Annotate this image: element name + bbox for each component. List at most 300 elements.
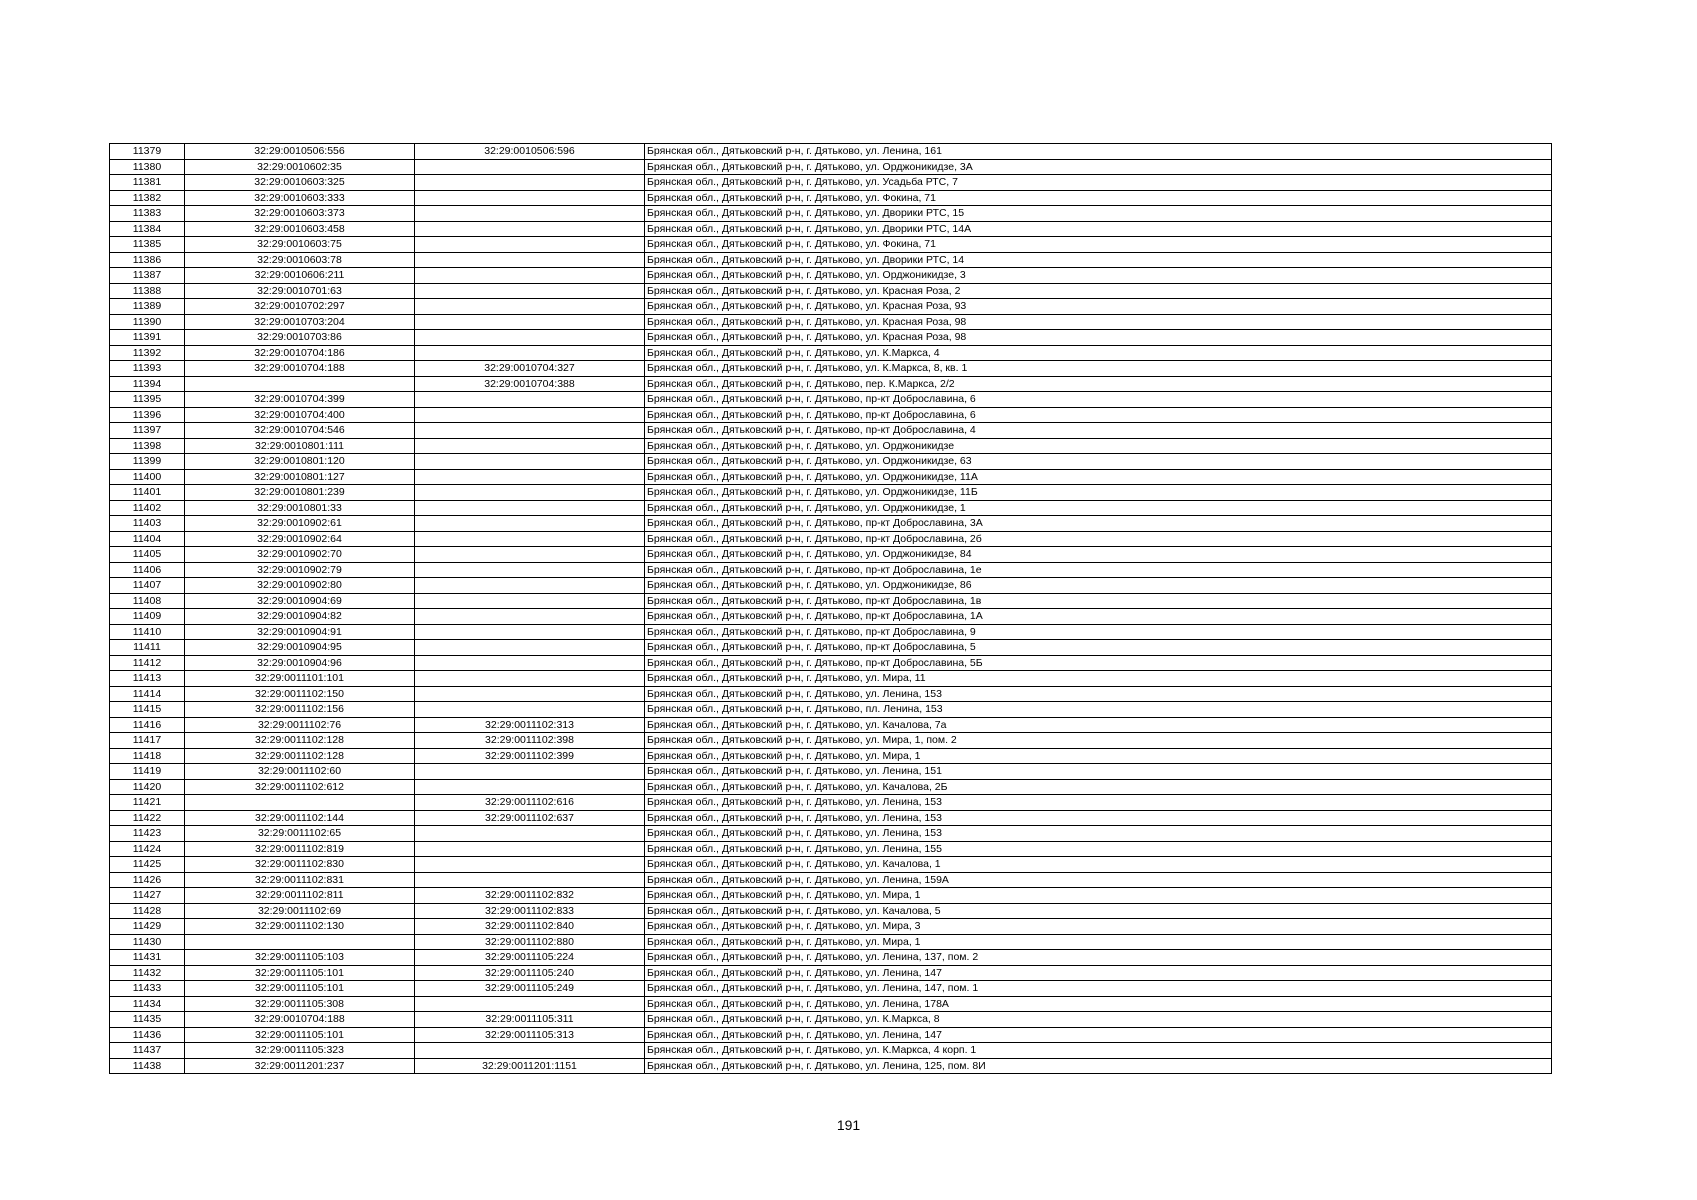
object-cadastral-number-cell <box>415 764 645 780</box>
address-cell: Брянская обл., Дятьковский р-н, г. Дятьково, ул. Мира, 1, пом. 2 <box>645 733 1552 749</box>
object-cadastral-number-cell <box>415 841 645 857</box>
address-cell: Брянская обл., Дятьковский р-н, г. Дятьково, ул. Ленина, 147, пом. 1 <box>645 981 1552 997</box>
table-row <box>110 965 1552 981</box>
row-number-cell: 11434 <box>110 996 185 1012</box>
table-row <box>110 686 1552 702</box>
land-cadastral-number-cell: 32:29:0010703:204 <box>185 314 415 330</box>
row-number-cell: 11432 <box>110 965 185 981</box>
object-cadastral-number-cell: 32:29:0011105:249 <box>415 981 645 997</box>
land-cadastral-number-cell <box>185 376 415 392</box>
address-cell: Брянская обл., Дятьковский р-н, г. Дятьково, пр-кт Доброславина, 6 <box>645 392 1552 408</box>
table-row <box>110 981 1552 997</box>
address-cell: Брянская обл., Дятьковский р-н, г. Дятьково, ул. Ленина, 159А <box>645 872 1552 888</box>
land-cadastral-number-cell: 32:29:0010801:127 <box>185 469 415 485</box>
address-cell: Брянская обл., Дятьковский р-н, г. Дятьково, ул. Мира, 1 <box>645 748 1552 764</box>
table-row <box>110 593 1552 609</box>
land-cadastral-number-cell: 32:29:0010801:33 <box>185 500 415 516</box>
object-cadastral-number-cell <box>415 516 645 532</box>
table-row <box>110 841 1552 857</box>
table-row <box>110 733 1552 749</box>
row-number-cell: 11426 <box>110 872 185 888</box>
row-number-cell: 11408 <box>110 593 185 609</box>
object-cadastral-number-cell <box>415 593 645 609</box>
land-cadastral-number-cell: 32:29:0011102:65 <box>185 826 415 842</box>
row-number-cell: 11431 <box>110 950 185 966</box>
object-cadastral-number-cell <box>415 779 645 795</box>
table-row <box>110 1027 1552 1043</box>
land-cadastral-number-cell: 32:29:0011102:156 <box>185 702 415 718</box>
object-cadastral-number-cell <box>415 655 645 671</box>
table-row <box>110 547 1552 563</box>
row-number-cell: 11401 <box>110 485 185 501</box>
table-row <box>110 857 1552 873</box>
object-cadastral-number-cell: 32:29:0010506:596 <box>415 144 645 160</box>
address-cell: Брянская обл., Дятьковский р-н, г. Дятьково, ул. Ленина, 151 <box>645 764 1552 780</box>
address-cell: Брянская обл., Дятьковский р-н, г. Дятьково, ул. Качалова, 7а <box>645 717 1552 733</box>
land-cadastral-number-cell: 32:29:0010702:297 <box>185 299 415 315</box>
land-cadastral-number-cell: 32:29:0010904:82 <box>185 609 415 625</box>
table-row <box>110 330 1552 346</box>
row-number-cell: 11427 <box>110 888 185 904</box>
object-cadastral-number-cell: 32:29:0011105:224 <box>415 950 645 966</box>
land-cadastral-number-cell: 32:29:0010704:188 <box>185 1012 415 1028</box>
object-cadastral-number-cell: 32:29:0011102:313 <box>415 717 645 733</box>
address-cell: Брянская обл., Дятьковский р-н, г. Дятьково, ул. Ленина, 153 <box>645 686 1552 702</box>
address-cell: Брянская обл., Дятьковский р-н, г. Дятьково, ул. Ленина, 137, пом. 2 <box>645 950 1552 966</box>
address-cell: Брянская обл., Дятьковский р-н, г. Дятьково, ул. Орджоникидзе <box>645 438 1552 454</box>
object-cadastral-number-cell <box>415 624 645 640</box>
address-cell: Брянская обл., Дятьковский р-н, г. Дятьково, ул. Орджоникидзе, 86 <box>645 578 1552 594</box>
row-number-cell: 11422 <box>110 810 185 826</box>
row-number-cell: 11428 <box>110 903 185 919</box>
address-cell: Брянская обл., Дятьковский р-н, г. Дятьково, ул. Усадьба РТС, 7 <box>645 175 1552 191</box>
row-number-cell: 11386 <box>110 252 185 268</box>
address-cell: Брянская обл., Дятьковский р-н, г. Дятьково, ул. Красная Роза, 98 <box>645 314 1552 330</box>
land-cadastral-number-cell: 32:29:0010506:556 <box>185 144 415 160</box>
table-row <box>110 159 1552 175</box>
table-row <box>110 578 1552 594</box>
land-cadastral-number-cell: 32:29:0010902:79 <box>185 562 415 578</box>
land-cadastral-number-cell: 32:29:0010602:35 <box>185 159 415 175</box>
address-cell: Брянская обл., Дятьковский р-н, г. Дятьково, ул. Орджоникидзе, 84 <box>645 547 1552 563</box>
table-row <box>110 810 1552 826</box>
row-number-cell: 11389 <box>110 299 185 315</box>
table-row <box>110 748 1552 764</box>
object-cadastral-number-cell <box>415 438 645 454</box>
land-cadastral-number-cell: 32:29:0011201:237 <box>185 1058 415 1074</box>
object-cadastral-number-cell <box>415 175 645 191</box>
table-row <box>110 423 1552 439</box>
table-row <box>110 516 1552 532</box>
land-cadastral-number-cell: 32:29:0010701:63 <box>185 283 415 299</box>
table-row <box>110 562 1552 578</box>
object-cadastral-number-cell: 32:29:0011201:1151 <box>415 1058 645 1074</box>
object-cadastral-number-cell: 32:29:0011102:399 <box>415 748 645 764</box>
object-cadastral-number-cell <box>415 686 645 702</box>
land-cadastral-number-cell: 32:29:0011101:101 <box>185 671 415 687</box>
address-cell: Брянская обл., Дятьковский р-н, г. Дятьково, пр-кт Доброславина, 9 <box>645 624 1552 640</box>
address-cell: Брянская обл., Дятьковский р-н, г. Дятьково, ул. Мира, 1 <box>645 888 1552 904</box>
object-cadastral-number-cell <box>415 345 645 361</box>
land-cadastral-number-cell: 32:29:0010904:69 <box>185 593 415 609</box>
row-number-cell: 11381 <box>110 175 185 191</box>
table-row <box>110 826 1552 842</box>
table-row <box>110 1043 1552 1059</box>
row-number-cell: 11388 <box>110 283 185 299</box>
row-number-cell: 11420 <box>110 779 185 795</box>
address-cell: Брянская обл., Дятьковский р-н, г. Дятьково, ул. Ленина, 178А <box>645 996 1552 1012</box>
land-cadastral-number-cell: 32:29:0011105:101 <box>185 1027 415 1043</box>
row-number-cell: 11405 <box>110 547 185 563</box>
address-cell: Брянская обл., Дятьковский р-н, г. Дятьково, ул. Ленина, 155 <box>645 841 1552 857</box>
row-number-cell: 11419 <box>110 764 185 780</box>
row-number-cell: 11395 <box>110 392 185 408</box>
land-cadastral-number-cell: 32:29:0010704:399 <box>185 392 415 408</box>
land-cadastral-number-cell <box>185 795 415 811</box>
table-row <box>110 237 1552 253</box>
address-cell: Брянская обл., Дятьковский р-н, г. Дятьково, ул. Красная Роза, 98 <box>645 330 1552 346</box>
table-row <box>110 438 1552 454</box>
object-cadastral-number-cell: 32:29:0011105:313 <box>415 1027 645 1043</box>
object-cadastral-number-cell <box>415 826 645 842</box>
object-cadastral-number-cell <box>415 609 645 625</box>
address-cell: Брянская обл., Дятьковский р-н, г. Дятьково, ул. Мира, 3 <box>645 919 1552 935</box>
address-cell: Брянская обл., Дятьковский р-н, г. Дятьково, ул. Орджоникидзе, 3 <box>645 268 1552 284</box>
table-row <box>110 531 1552 547</box>
land-cadastral-number-cell: 32:29:0011102:60 <box>185 764 415 780</box>
object-cadastral-number-cell: 32:29:0011105:311 <box>415 1012 645 1028</box>
address-cell: Брянская обл., Дятьковский р-н, г. Дятьково, ул. Орджоникидзе, 1 <box>645 500 1552 516</box>
object-cadastral-number-cell <box>415 671 645 687</box>
address-cell: Брянская обл., Дятьковский р-н, г. Дятьково, пр-кт Доброславина, 4 <box>645 423 1552 439</box>
object-cadastral-number-cell <box>415 206 645 222</box>
address-cell: Брянская обл., Дятьковский р-н, г. Дятьково, ул. К.Маркса, 4 <box>645 345 1552 361</box>
address-cell: Брянская обл., Дятьковский р-н, г. Дятьково, пр-кт Доброславина, 1е <box>645 562 1552 578</box>
object-cadastral-number-cell <box>415 407 645 423</box>
object-cadastral-number-cell <box>415 330 645 346</box>
row-number-cell: 11429 <box>110 919 185 935</box>
table-row <box>110 996 1552 1012</box>
land-cadastral-number-cell: 32:29:0010902:64 <box>185 531 415 547</box>
land-cadastral-number-cell: 32:29:0010801:120 <box>185 454 415 470</box>
table-row <box>110 376 1552 392</box>
object-cadastral-number-cell: 32:29:0011105:240 <box>415 965 645 981</box>
table-row <box>110 795 1552 811</box>
row-number-cell: 11411 <box>110 640 185 656</box>
land-cadastral-number-cell: 32:29:0011102:811 <box>185 888 415 904</box>
land-cadastral-number-cell: 32:29:0010801:111 <box>185 438 415 454</box>
table-row <box>110 407 1552 423</box>
address-cell: Брянская обл., Дятьковский р-н, г. Дятьково, ул. Орджоникидзе, 3А <box>645 159 1552 175</box>
land-cadastral-number-cell: 32:29:0010704:546 <box>185 423 415 439</box>
object-cadastral-number-cell <box>415 159 645 175</box>
table-row <box>110 903 1552 919</box>
row-number-cell: 11438 <box>110 1058 185 1074</box>
land-cadastral-number-cell: 32:29:0011102:69 <box>185 903 415 919</box>
table-row <box>110 919 1552 935</box>
address-cell: Брянская обл., Дятьковский р-н, г. Дятьково, ул. Ленина, 153 <box>645 795 1552 811</box>
table-row <box>110 1058 1552 1074</box>
row-number-cell: 11396 <box>110 407 185 423</box>
land-cadastral-number-cell: 32:29:0011105:101 <box>185 981 415 997</box>
object-cadastral-number-cell <box>415 1043 645 1059</box>
object-cadastral-number-cell <box>415 268 645 284</box>
table-row <box>110 671 1552 687</box>
address-cell: Брянская обл., Дятьковский р-н, г. Дятьково, пр-кт Доброславина, 2б <box>645 531 1552 547</box>
row-number-cell: 11415 <box>110 702 185 718</box>
land-cadastral-number-cell: 32:29:0011102:831 <box>185 872 415 888</box>
land-cadastral-number-cell: 32:29:0011105:103 <box>185 950 415 966</box>
object-cadastral-number-cell <box>415 299 645 315</box>
address-cell: Брянская обл., Дятьковский р-н, г. Дятьково, ул. Фокина, 71 <box>645 237 1552 253</box>
table-row <box>110 702 1552 718</box>
address-cell: Брянская обл., Дятьковский р-н, г. Дятьково, ул. Ленина, 125, пом. 8И <box>645 1058 1552 1074</box>
page-number: 191 <box>836 1117 861 1133</box>
table-row <box>110 500 1552 516</box>
land-cadastral-number-cell: 32:29:0010603:458 <box>185 221 415 237</box>
table-row <box>110 1012 1552 1028</box>
land-cadastral-number-cell: 32:29:0011102:150 <box>185 686 415 702</box>
table-row <box>110 314 1552 330</box>
row-number-cell: 11410 <box>110 624 185 640</box>
land-cadastral-number-cell: 32:29:0010603:325 <box>185 175 415 191</box>
object-cadastral-number-cell <box>415 454 645 470</box>
object-cadastral-number-cell <box>415 392 645 408</box>
row-number-cell: 11379 <box>110 144 185 160</box>
object-cadastral-number-cell: 32:29:0011102:840 <box>415 919 645 935</box>
land-cadastral-number-cell: 32:29:0011102:76 <box>185 717 415 733</box>
row-number-cell: 11402 <box>110 500 185 516</box>
address-cell: Брянская обл., Дятьковский р-н, г. Дятьково, ул. Ленина, 147 <box>645 965 1552 981</box>
land-cadastral-number-cell: 32:29:0010603:373 <box>185 206 415 222</box>
object-cadastral-number-cell: 32:29:0011102:833 <box>415 903 645 919</box>
row-number-cell: 11393 <box>110 361 185 377</box>
address-cell: Брянская обл., Дятьковский р-н, г. Дятьково, пр-кт Доброславина, 3А <box>645 516 1552 532</box>
address-cell: Брянская обл., Дятьковский р-н, г. Дятьково, ул. Красная Роза, 2 <box>645 283 1552 299</box>
table-row <box>110 454 1552 470</box>
address-cell: Брянская обл., Дятьковский р-н, г. Дятьково, ул. Качалова, 1 <box>645 857 1552 873</box>
land-cadastral-number-cell: 32:29:0010603:333 <box>185 190 415 206</box>
row-number-cell: 11414 <box>110 686 185 702</box>
table-row <box>110 268 1552 284</box>
object-cadastral-number-cell: 32:29:0011102:398 <box>415 733 645 749</box>
object-cadastral-number-cell <box>415 221 645 237</box>
land-cadastral-number-cell: 32:29:0011102:612 <box>185 779 415 795</box>
land-cadastral-number-cell: 32:29:0011102:819 <box>185 841 415 857</box>
address-cell: Брянская обл., Дятьковский р-н, г. Дятьково, ул. Дворики РТС, 14А <box>645 221 1552 237</box>
land-cadastral-number-cell: 32:29:0010704:400 <box>185 407 415 423</box>
address-cell: Брянская обл., Дятьковский р-н, г. Дятьково, ул. К.Маркса, 4 корп. 1 <box>645 1043 1552 1059</box>
land-cadastral-number-cell <box>185 934 415 950</box>
address-cell: Брянская обл., Дятьковский р-н, г. Дятьково, ул. Качалова, 2Б <box>645 779 1552 795</box>
row-number-cell: 11382 <box>110 190 185 206</box>
object-cadastral-number-cell <box>415 640 645 656</box>
address-cell: Брянская обл., Дятьковский р-н, г. Дятьково, ул. Мира, 1 <box>645 934 1552 950</box>
table-row <box>110 655 1552 671</box>
table-row <box>110 283 1552 299</box>
row-number-cell: 11391 <box>110 330 185 346</box>
object-cadastral-number-cell: 32:29:0011102:832 <box>415 888 645 904</box>
row-number-cell: 11394 <box>110 376 185 392</box>
land-cadastral-number-cell: 32:29:0010703:86 <box>185 330 415 346</box>
row-number-cell: 11384 <box>110 221 185 237</box>
land-cadastral-number-cell: 32:29:0010606:211 <box>185 268 415 284</box>
row-number-cell: 11413 <box>110 671 185 687</box>
object-cadastral-number-cell <box>415 283 645 299</box>
land-cadastral-number-cell: 32:29:0011102:830 <box>185 857 415 873</box>
address-cell: Брянская обл., Дятьковский р-н, г. Дятьково, ул. Орджоникидзе, 11Б <box>645 485 1552 501</box>
address-cell: Брянская обл., Дятьковский р-н, г. Дятьково, ул. Орджоникидзе, 63 <box>645 454 1552 470</box>
land-cadastral-number-cell: 32:29:0010904:95 <box>185 640 415 656</box>
object-cadastral-number-cell <box>415 996 645 1012</box>
address-cell: Брянская обл., Дятьковский р-н, г. Дятьково, пер. К.Маркса, 2/2 <box>645 376 1552 392</box>
row-number-cell: 11390 <box>110 314 185 330</box>
object-cadastral-number-cell <box>415 314 645 330</box>
address-cell: Брянская обл., Дятьковский р-н, г. Дятьково, ул. Мира, 11 <box>645 671 1552 687</box>
land-cadastral-number-cell: 32:29:0010904:91 <box>185 624 415 640</box>
row-number-cell: 11383 <box>110 206 185 222</box>
object-cadastral-number-cell: 32:29:0011102:637 <box>415 810 645 826</box>
row-number-cell: 11416 <box>110 717 185 733</box>
row-number-cell: 11407 <box>110 578 185 594</box>
object-cadastral-number-cell <box>415 872 645 888</box>
row-number-cell: 11430 <box>110 934 185 950</box>
table-row <box>110 717 1552 733</box>
object-cadastral-number-cell <box>415 423 645 439</box>
object-cadastral-number-cell <box>415 485 645 501</box>
address-cell: Брянская обл., Дятьковский р-н, г. Дятьково, пр-кт Доброславина, 6 <box>645 407 1552 423</box>
row-number-cell: 11399 <box>110 454 185 470</box>
table-row <box>110 469 1552 485</box>
table-row <box>110 624 1552 640</box>
table-row <box>110 392 1552 408</box>
table-row <box>110 175 1552 191</box>
land-cadastral-number-cell: 32:29:0011105:308 <box>185 996 415 1012</box>
address-cell: Брянская обл., Дятьковский р-н, г. Дятьково, пр-кт Доброславина, 1А <box>645 609 1552 625</box>
address-cell: Брянская обл., Дятьковский р-н, г. Дятьково, ул. Ленина, 161 <box>645 144 1552 160</box>
table-row <box>110 252 1552 268</box>
object-cadastral-number-cell: 32:29:0011102:880 <box>415 934 645 950</box>
address-cell: Брянская обл., Дятьковский р-н, г. Дятьково, ул. Фокина, 71 <box>645 190 1552 206</box>
object-cadastral-number-cell: 32:29:0011102:616 <box>415 795 645 811</box>
table-row <box>110 144 1552 160</box>
address-cell: Брянская обл., Дятьковский р-н, г. Дятьково, пл. Ленина, 153 <box>645 702 1552 718</box>
address-cell: Брянская обл., Дятьковский р-н, г. Дятьково, ул. Ленина, 153 <box>645 826 1552 842</box>
object-cadastral-number-cell <box>415 252 645 268</box>
land-cadastral-number-cell: 32:29:0011105:101 <box>185 965 415 981</box>
object-cadastral-number-cell <box>415 500 645 516</box>
table-row <box>110 640 1552 656</box>
address-cell: Брянская обл., Дятьковский р-н, г. Дятьково, ул. К.Маркса, 8 <box>645 1012 1552 1028</box>
table-row <box>110 345 1552 361</box>
row-number-cell: 11387 <box>110 268 185 284</box>
row-number-cell: 11380 <box>110 159 185 175</box>
table-row <box>110 190 1552 206</box>
land-cadastral-number-cell: 32:29:0011105:323 <box>185 1043 415 1059</box>
address-cell: Брянская обл., Дятьковский р-н, г. Дятьково, пр-кт Доброславина, 1в <box>645 593 1552 609</box>
address-cell: Брянская обл., Дятьковский р-н, г. Дятьково, пр-кт Доброславина, 5Б <box>645 655 1552 671</box>
row-number-cell: 11423 <box>110 826 185 842</box>
row-number-cell: 11435 <box>110 1012 185 1028</box>
object-cadastral-number-cell <box>415 237 645 253</box>
land-cadastral-number-cell: 32:29:0010902:80 <box>185 578 415 594</box>
land-cadastral-number-cell: 32:29:0010704:186 <box>185 345 415 361</box>
row-number-cell: 11397 <box>110 423 185 439</box>
land-cadastral-number-cell: 32:29:0010704:188 <box>185 361 415 377</box>
address-cell: Брянская обл., Дятьковский р-н, г. Дятьково, ул. Орджоникидзе, 11А <box>645 469 1552 485</box>
land-cadastral-number-cell: 32:29:0010902:70 <box>185 547 415 563</box>
table-row <box>110 609 1552 625</box>
row-number-cell: 11418 <box>110 748 185 764</box>
object-cadastral-number-cell <box>415 469 645 485</box>
table-row <box>110 206 1552 222</box>
row-number-cell: 11403 <box>110 516 185 532</box>
object-cadastral-number-cell <box>415 857 645 873</box>
land-cadastral-number-cell: 32:29:0010603:75 <box>185 237 415 253</box>
row-number-cell: 11412 <box>110 655 185 671</box>
address-cell: Брянская обл., Дятьковский р-н, г. Дятьково, ул. Дворики РТС, 14 <box>645 252 1552 268</box>
table-row <box>110 485 1552 501</box>
table-row <box>110 872 1552 888</box>
row-number-cell: 11421 <box>110 795 185 811</box>
row-number-cell: 11385 <box>110 237 185 253</box>
land-cadastral-number-cell: 32:29:0011102:144 <box>185 810 415 826</box>
table-row <box>110 221 1552 237</box>
address-cell: Брянская обл., Дятьковский р-н, г. Дятьково, ул. Ленина, 153 <box>645 810 1552 826</box>
row-number-cell: 11417 <box>110 733 185 749</box>
row-number-cell: 11398 <box>110 438 185 454</box>
row-number-cell: 11406 <box>110 562 185 578</box>
table-row <box>110 779 1552 795</box>
table-row <box>110 361 1552 377</box>
object-cadastral-number-cell: 32:29:0010704:327 <box>415 361 645 377</box>
row-number-cell: 11409 <box>110 609 185 625</box>
address-cell: Брянская обл., Дятьковский р-н, г. Дятьково, ул. Дворики РТС, 15 <box>645 206 1552 222</box>
row-number-cell: 11404 <box>110 531 185 547</box>
land-cadastral-number-cell: 32:29:0011102:128 <box>185 733 415 749</box>
cadastral-table <box>109 143 1552 1074</box>
row-number-cell: 11433 <box>110 981 185 997</box>
land-cadastral-number-cell: 32:29:0010904:96 <box>185 655 415 671</box>
address-cell: Брянская обл., Дятьковский р-н, г. Дятьково, ул. Ленина, 147 <box>645 1027 1552 1043</box>
object-cadastral-number-cell: 32:29:0010704:388 <box>415 376 645 392</box>
table-row <box>110 888 1552 904</box>
table-row <box>110 934 1552 950</box>
object-cadastral-number-cell <box>415 562 645 578</box>
land-cadastral-number-cell: 32:29:0011102:130 <box>185 919 415 935</box>
row-number-cell: 11425 <box>110 857 185 873</box>
address-cell: Брянская обл., Дятьковский р-н, г. Дятьково, ул. К.Маркса, 8, кв. 1 <box>645 361 1552 377</box>
land-cadastral-number-cell: 32:29:0011102:128 <box>185 748 415 764</box>
row-number-cell: 11437 <box>110 1043 185 1059</box>
row-number-cell: 11400 <box>110 469 185 485</box>
address-cell: Брянская обл., Дятьковский р-н, г. Дятьково, ул. Качалова, 5 <box>645 903 1552 919</box>
row-number-cell: 11424 <box>110 841 185 857</box>
land-cadastral-number-cell: 32:29:0010801:239 <box>185 485 415 501</box>
table-row <box>110 299 1552 315</box>
table-row <box>110 764 1552 780</box>
object-cadastral-number-cell <box>415 531 645 547</box>
address-cell: Брянская обл., Дятьковский р-н, г. Дятьково, пр-кт Доброславина, 5 <box>645 640 1552 656</box>
object-cadastral-number-cell <box>415 702 645 718</box>
object-cadastral-number-cell <box>415 547 645 563</box>
table-row <box>110 950 1552 966</box>
object-cadastral-number-cell <box>415 578 645 594</box>
row-number-cell: 11436 <box>110 1027 185 1043</box>
address-cell: Брянская обл., Дятьковский р-н, г. Дятьково, ул. Красная Роза, 93 <box>645 299 1552 315</box>
land-cadastral-number-cell: 32:29:0010902:61 <box>185 516 415 532</box>
table-body <box>110 144 1552 1074</box>
